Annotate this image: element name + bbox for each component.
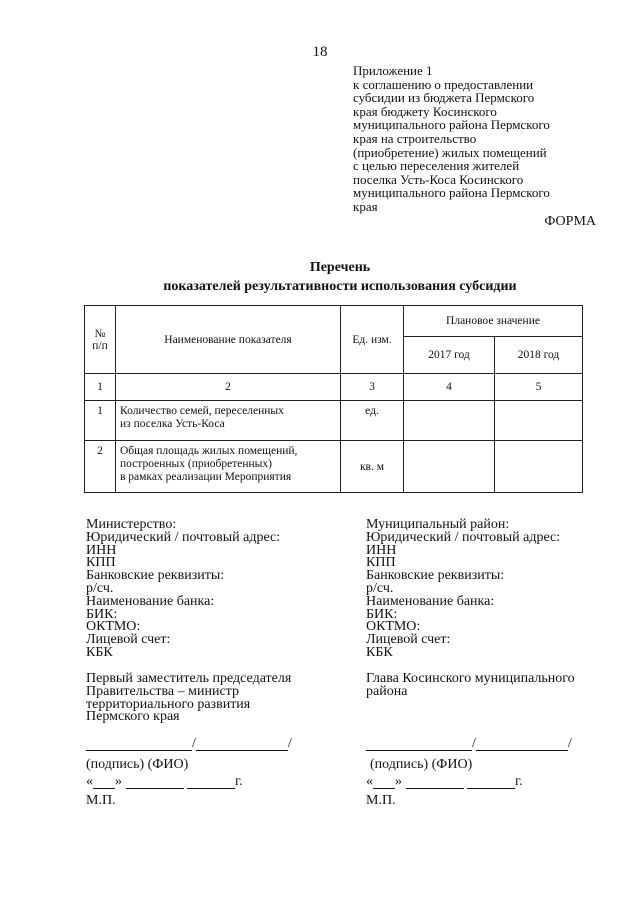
detail-line: Банковские реквизиты:: [86, 568, 225, 584]
appendix-line: муниципального района Пермского: [353, 117, 550, 133]
appendix-line: Приложение 1: [353, 63, 433, 78]
date-close-quote: »: [115, 774, 122, 790]
left-signature-line: / /: [86, 738, 292, 751]
left-date-line: [86, 776, 243, 789]
fio-blank: [476, 738, 568, 751]
left-party-details: [86, 519, 280, 660]
row-value-2018: [495, 401, 583, 441]
fio-blank: [196, 738, 288, 751]
appendix-line: (приобретение) жилых помещений: [353, 144, 547, 160]
index-cell: 1: [85, 374, 116, 401]
appendix-line: с целью переселения жителей: [353, 158, 520, 174]
row-value-2018: [495, 441, 583, 493]
detail-line: ИНН: [86, 542, 117, 558]
detail-line: ОКТМО:: [366, 619, 421, 635]
document-title: [0, 258, 640, 296]
header-unit: Ед. изм.: [341, 306, 404, 374]
index-cell: 2: [116, 374, 341, 401]
left-sign-label: (подпись) (ФИО): [86, 757, 189, 772]
detail-line: КБК: [366, 644, 393, 660]
right-signature-line: / /: [366, 738, 572, 751]
detail-line: БИК:: [86, 606, 118, 622]
left-party-position: [86, 673, 291, 724]
page-number: 18: [312, 44, 328, 60]
index-cell: 3: [341, 374, 404, 401]
header-name: Наименование показателя: [116, 306, 341, 374]
date-year-suffix: г.: [235, 774, 243, 790]
form-label: ФОРМА: [544, 214, 596, 229]
index-cell: 5: [495, 374, 583, 401]
detail-line: Муниципальный район:: [366, 517, 510, 532]
row-value-2017: [404, 441, 495, 493]
right-party-details: [366, 519, 560, 660]
day-blank: [373, 776, 395, 789]
detail-line: Юридический / почтовый адрес:: [86, 529, 281, 545]
appendix-line: края на строительство: [353, 130, 477, 146]
month-blank: [126, 776, 184, 789]
appendix-line: субсидии из бюджета Пермского: [353, 90, 535, 106]
appendix-line: к соглашению о предоставлении: [353, 76, 534, 92]
row-name: [116, 441, 341, 493]
date-year-suffix: г.: [515, 774, 523, 790]
position-line: территориального развития: [86, 696, 251, 712]
row-name: [116, 401, 341, 441]
row-name-line: из поселка Усть-Коса: [120, 418, 225, 430]
row-name-line: в рамках реализации Мероприятия: [120, 471, 292, 483]
appendix-heading: [353, 64, 613, 214]
title-line-2: показателей результативности использования субсидии: [163, 279, 517, 294]
day-blank: [93, 776, 115, 789]
row-name-line: Общая площадь жилых помещений,: [120, 445, 298, 457]
left-stamp-label: М.П.: [86, 793, 116, 808]
appendix-line: края бюджету Косинского: [353, 103, 497, 119]
position-line: Пермского края: [86, 709, 180, 725]
year-blank: [187, 776, 235, 789]
indicators-table: [84, 305, 583, 493]
detail-line: Министерство:: [86, 517, 177, 532]
detail-line: Лицевой счет:: [86, 632, 171, 648]
signature-blank: [366, 738, 472, 751]
appendix-line: поселка Усть-Коса Косинского: [353, 171, 524, 187]
month-blank: [406, 776, 464, 789]
position-line: Первый заместитель председателя: [86, 671, 292, 686]
header-plan: Плановое значение: [404, 306, 583, 337]
table-row: [85, 401, 583, 441]
row-name-line: построенных (приобретенных): [120, 458, 272, 470]
header-num: [85, 306, 116, 374]
date-close-quote: »: [395, 774, 402, 790]
detail-line: Наименование банка:: [86, 593, 215, 609]
right-stamp-label: М.П.: [366, 793, 396, 808]
header-year-2018: 2018 год: [495, 337, 583, 374]
date-open-quote: «: [86, 774, 93, 790]
table-row: [85, 441, 583, 493]
detail-line: р/сч.: [86, 580, 114, 596]
right-date-line: [366, 776, 523, 789]
row-name-line: Количество семей, переселенных: [120, 405, 284, 417]
detail-line: Банковские реквизиты:: [366, 568, 505, 584]
detail-line: Наименование банка:: [366, 593, 495, 609]
header-num-line: №: [94, 327, 106, 340]
row-num: 1: [85, 401, 116, 441]
detail-line: КПП: [86, 555, 116, 571]
detail-line: КБК: [86, 644, 113, 660]
position-line: Глава Косинского муниципального: [366, 671, 575, 686]
detail-line: ОКТМО:: [86, 619, 141, 635]
detail-line: р/сч.: [366, 580, 394, 596]
header-num-line: п/п: [92, 339, 108, 352]
detail-line: КПП: [366, 555, 396, 571]
appendix-line: муниципального района Пермского: [353, 185, 550, 201]
row-value-2017: [404, 401, 495, 441]
detail-line: БИК:: [366, 606, 398, 622]
table-header-row: [85, 306, 583, 337]
position-line: Правительства – министр: [86, 683, 239, 699]
row-num: 2: [85, 441, 116, 493]
right-party-position: [366, 673, 575, 699]
date-open-quote: «: [366, 774, 373, 790]
header-year-2017: 2017 год: [404, 337, 495, 374]
right-sign-label: (подпись) (ФИО): [370, 757, 473, 772]
index-cell: 4: [404, 374, 495, 401]
row-unit: кв. м: [341, 441, 404, 493]
table-index-row: [85, 374, 583, 401]
detail-line: Юридический / почтовый адрес:: [366, 529, 561, 545]
year-blank: [467, 776, 515, 789]
appendix-line: края: [353, 198, 378, 214]
row-unit: ед.: [341, 401, 404, 441]
position-line: района: [366, 683, 408, 699]
signature-blank: [86, 738, 192, 751]
title-line-1: Перечень: [309, 260, 371, 275]
detail-line: Лицевой счет:: [366, 632, 451, 648]
detail-line: ИНН: [366, 542, 397, 558]
